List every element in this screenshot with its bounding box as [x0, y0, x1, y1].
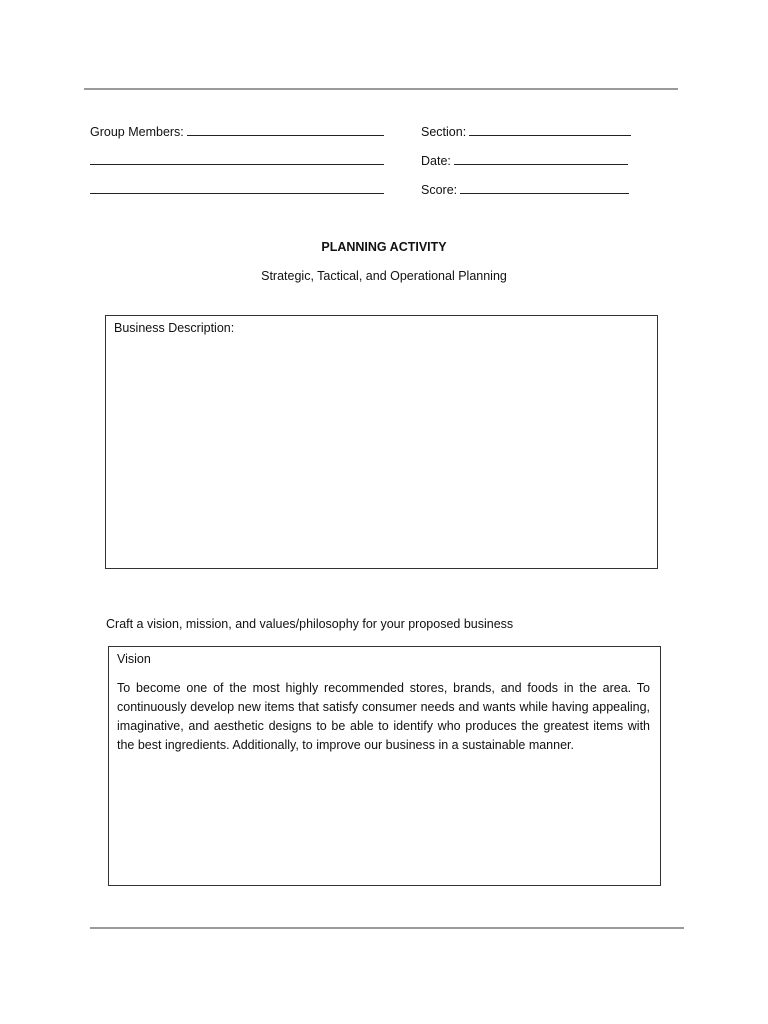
vision-text: To become one of the most highly recommended stores, brands, and foods in the area. To continuously develop new items that satisfy consumer needs and wants while having appealing, imaginative, and aesthetic designs to be able to identify who produces the greatest items with the best ingredients. Additionally, to improve our business in a sustainable manner. — [117, 681, 650, 752]
group-members-row-3 — [90, 181, 384, 198]
group-members-field — [90, 123, 384, 140]
group-members-line-2[interactable] — [90, 152, 384, 165]
score-field — [421, 181, 629, 198]
score-label: Score: — [421, 183, 458, 197]
score-line[interactable] — [460, 181, 629, 194]
section-label: Section: — [421, 125, 467, 139]
instruction-text: Craft a vision, mission, and values/philosophy for your proposed business — [106, 617, 514, 631]
top-divider — [84, 88, 678, 90]
group-members-line-3[interactable] — [90, 181, 384, 194]
date-label: Date: — [421, 154, 451, 168]
page-subtitle: Strategic, Tactical, and Operational Planning — [261, 269, 507, 283]
bottom-divider — [90, 927, 684, 929]
vision-label: Vision — [117, 652, 151, 666]
group-members-line-1[interactable] — [187, 123, 384, 136]
group-members-label: Group Members: — [90, 125, 184, 139]
group-members-row-2 — [90, 152, 384, 169]
page-title: PLANNING ACTIVITY — [321, 240, 447, 254]
business-description-box[interactable] — [105, 315, 658, 569]
section-field — [421, 123, 631, 140]
business-description-label: Business Description: — [114, 321, 235, 335]
date-line[interactable] — [454, 152, 628, 165]
section-line[interactable] — [469, 123, 631, 136]
date-field — [421, 152, 628, 169]
